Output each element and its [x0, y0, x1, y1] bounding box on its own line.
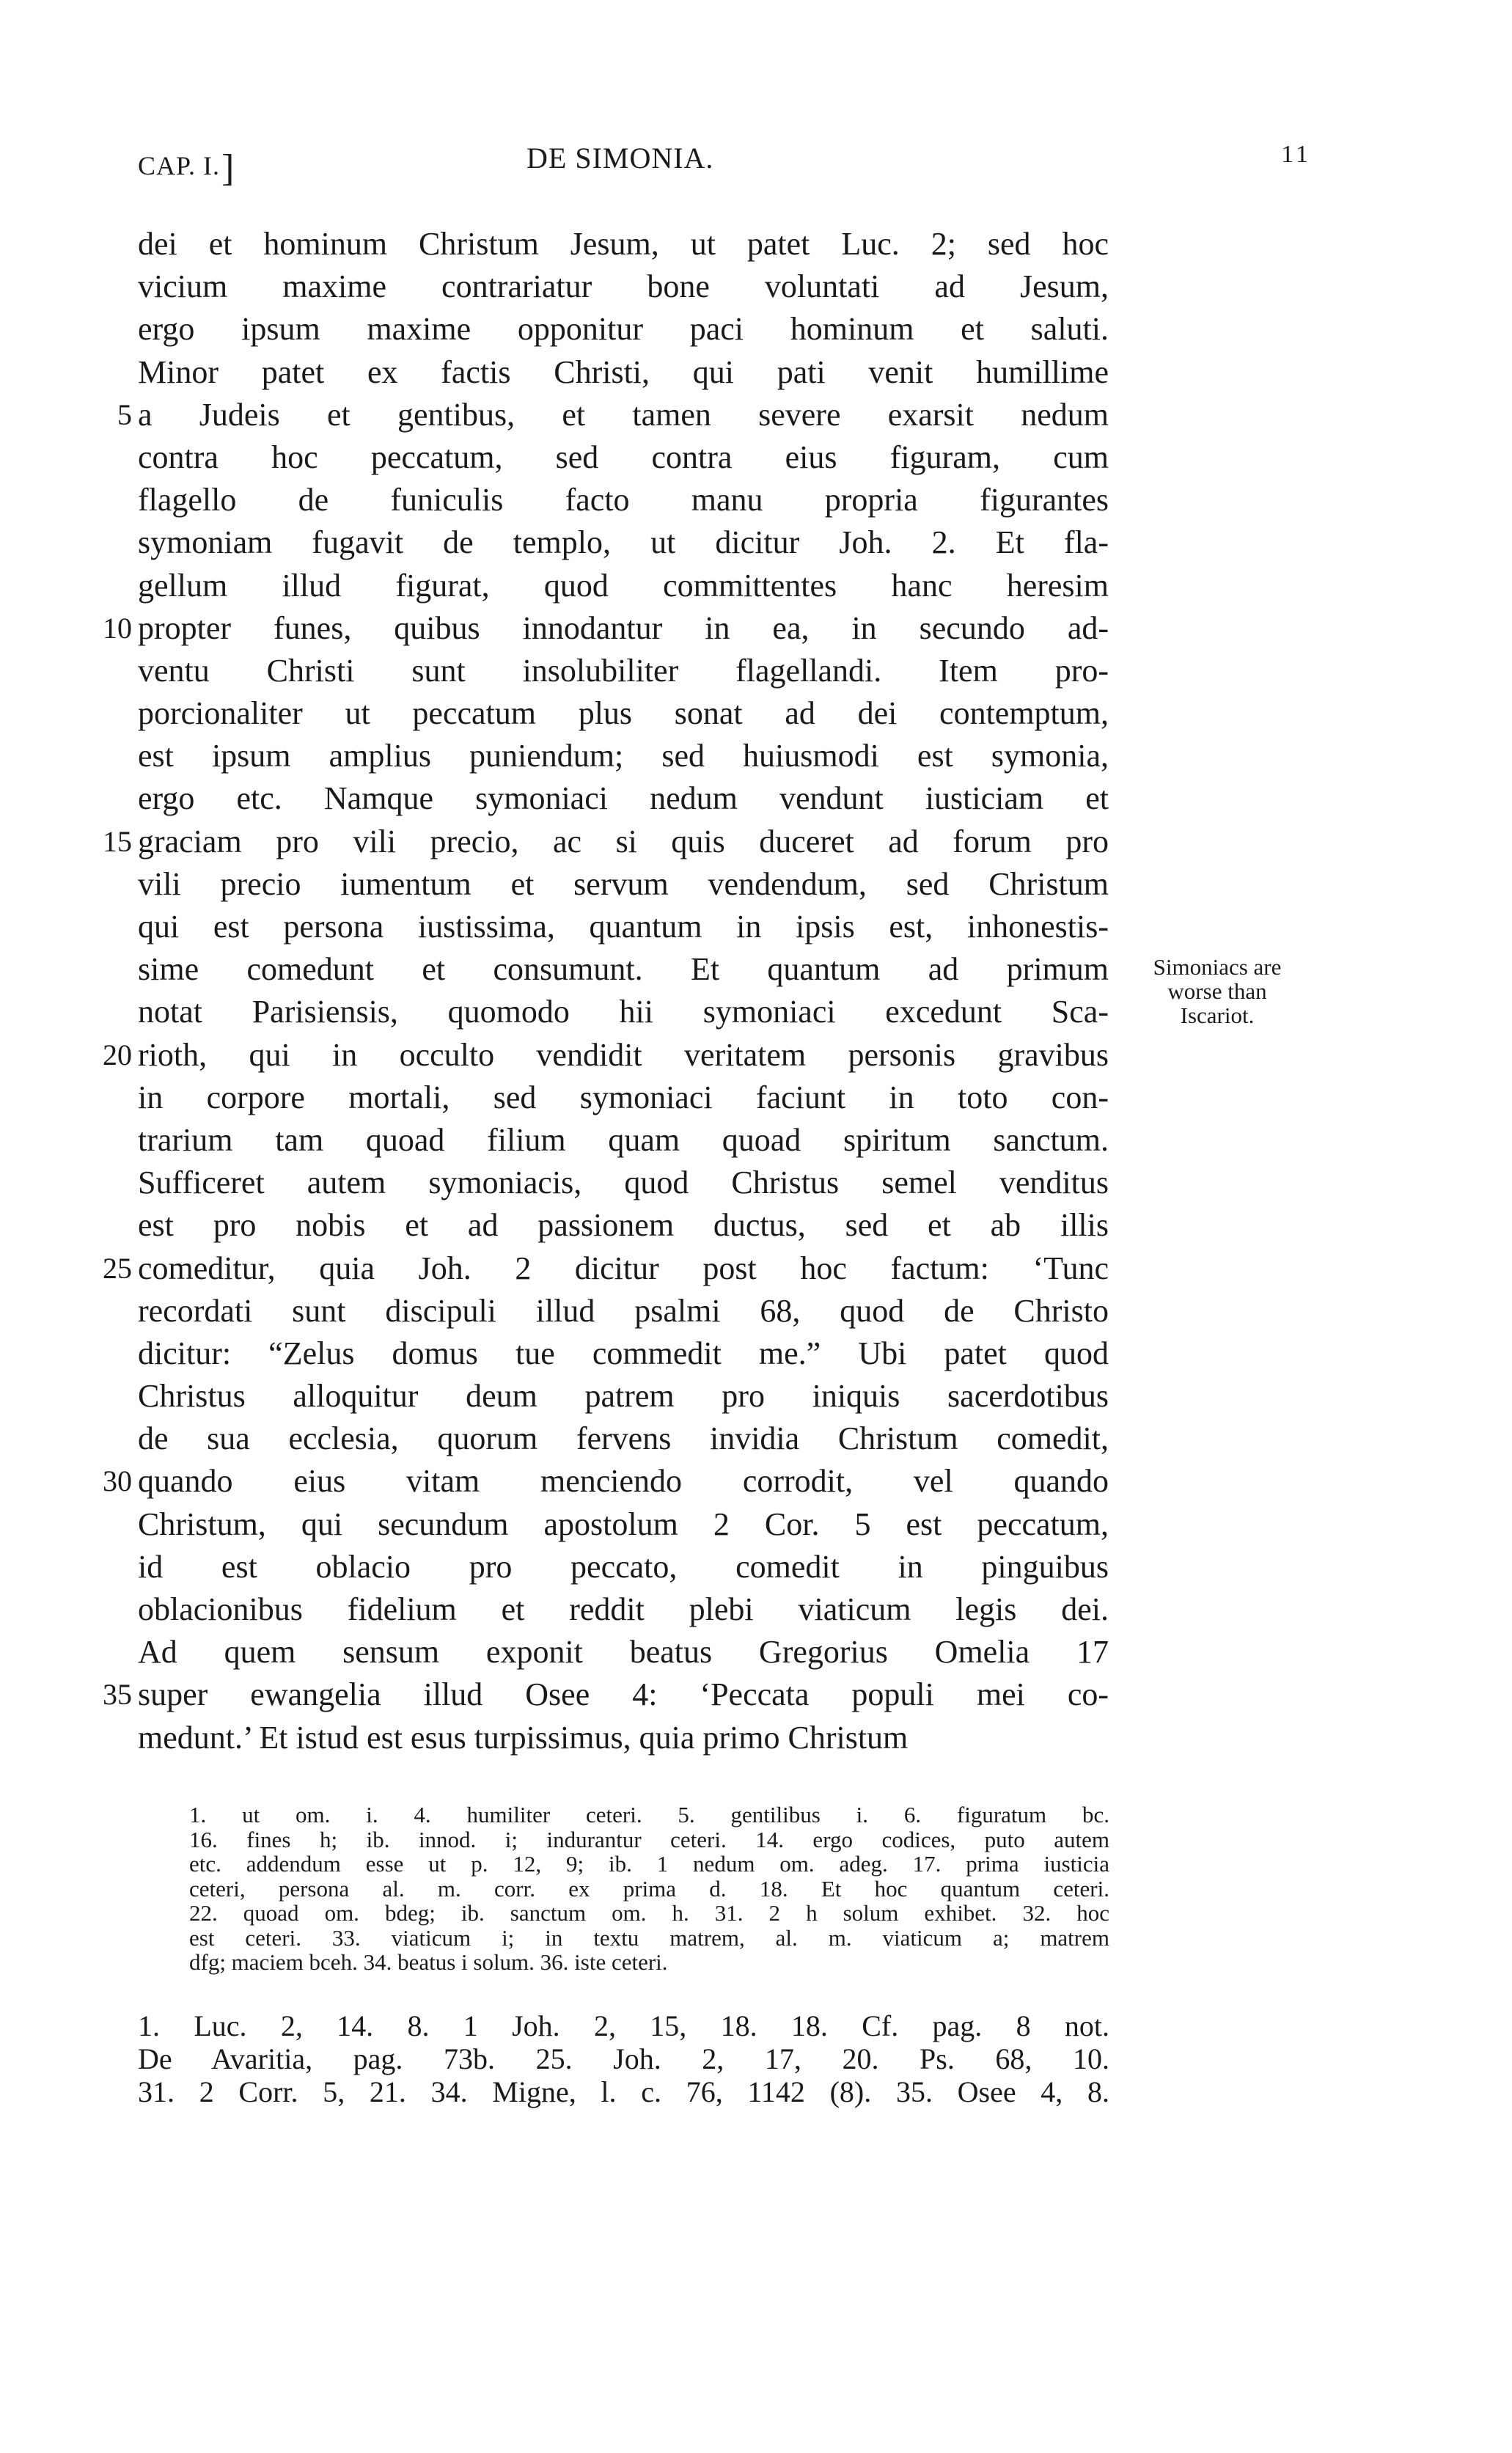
- source-note-line: De Avaritia, pag. 73b. 25. Joh. 2, 17, 20. Ps. 68, 10.: [138, 2042, 1109, 2075]
- line-text: est ipsum amplius puniendum; sed huiusmodi est symonia,: [138, 738, 1109, 774]
- line-text: Minor patet ex factis Christi, qui pati venit humillime: [138, 353, 1109, 390]
- line-text: contra hoc peccatum, sed contra eius figuram, cum: [138, 439, 1109, 475]
- line-number: 25: [103, 1251, 132, 1285]
- line-text: graciam pro vili precio, ac si quis duceret ad forum pro: [138, 823, 1109, 859]
- variant-note-line: est ceteri. 33. viaticum i; in textu matrem, al. m. viaticum a; matrem: [189, 1924, 1109, 1951]
- text-line: [0, 1204, 1512, 1247]
- line-text: comeditur, quia Joh. 2 dicitur post hoc factum: ‘Tunc: [138, 1250, 1109, 1286]
- line-number: 30: [103, 1464, 132, 1498]
- line-number: 10: [103, 611, 132, 645]
- line-text: super ewangelia illud Osee 4: ‘Peccata populi mei co-: [138, 1676, 1109, 1713]
- chapter-text: CAP. I.: [138, 151, 221, 180]
- text-line: [0, 1673, 1512, 1716]
- text-line: [0, 777, 1512, 820]
- text-line: [0, 906, 1512, 948]
- text-line: [0, 1588, 1512, 1631]
- page-number: 11: [1281, 141, 1311, 168]
- variant-note-line: dfg; maciem bceh. 34. beatus i solum. 36. iste ceteri.: [189, 1949, 668, 1975]
- line-text: vili precio iumentum et servum vendendum, sed Christum: [138, 865, 1109, 902]
- text-line: [0, 1631, 1512, 1673]
- text-line: [0, 1503, 1512, 1546]
- line-text: trarium tam quoad filium quam quoad spiritum sanctum.: [138, 1121, 1109, 1158]
- text-line: [0, 1290, 1512, 1332]
- line-number: 20: [103, 1038, 132, 1071]
- text-line: [0, 265, 1512, 308]
- text-line: [0, 1332, 1512, 1375]
- text-line: [0, 1077, 1512, 1119]
- text-line: [0, 692, 1512, 735]
- line-text: porcionaliter ut peccatum plus sonat ad dei contemptum,: [138, 695, 1109, 732]
- line-text: symoniam fugavit de templo, ut dicitur Joh. 2. Et fla-: [138, 524, 1109, 561]
- line-text: ventu Christi sunt insolubiliter flagellandi. Item pro-: [138, 652, 1109, 689]
- text-line: [0, 1375, 1512, 1418]
- line-text: quando eius vitam menciendo corrodit, vel quando: [138, 1463, 1109, 1500]
- line-text: in corpore mortali, sed symoniaci faciunt in toto con-: [138, 1079, 1109, 1115]
- line-text: sime comedunt et consumunt. Et quantum ad primum: [138, 951, 1109, 988]
- chapter-bracket: ]: [221, 147, 235, 189]
- text-line: [0, 436, 1512, 479]
- text-line: [0, 308, 1512, 351]
- line-text: qui est persona iustissima, quantum in ipsis est, inhonestis-: [138, 909, 1109, 945]
- line-text: gellum illud figurat, quod committentes hanc heresim: [138, 567, 1109, 604]
- margin-note-line: Simoniacs are: [1153, 954, 1282, 980]
- source-apparatus: [138, 2009, 1109, 2108]
- line-number: 35: [103, 1678, 132, 1712]
- text-line: [0, 1162, 1512, 1204]
- line-text: id est oblacio pro peccato, comedit in pinguibus: [138, 1548, 1109, 1585]
- line-text: est pro nobis et ad passionem ductus, sed et ab illis: [138, 1207, 1109, 1244]
- margin-note-line: worse than: [1167, 978, 1267, 1004]
- source-note-line: 31. 2 Corr. 5, 21. 34. Migne, l. c. 76, 1142 (8). 35. Osee 4, 8.: [138, 2075, 1109, 2108]
- line-text: rioth, qui in occulto vendidit veritatem personis gravibus: [138, 1036, 1109, 1073]
- line-text: ergo etc. Namque symoniaci nedum vendunt iusticiam et: [138, 780, 1109, 817]
- text-line: [0, 1717, 1512, 1759]
- text-line: [0, 1247, 1512, 1290]
- line-text: dicitur: “Zelus domus tue commedit me.” Ubi patet quod: [138, 1335, 1109, 1371]
- text-line: [0, 1460, 1512, 1503]
- text-line: [0, 394, 1512, 436]
- line-number: 15: [103, 824, 132, 858]
- line-text: a Judeis et gentibus, et tamen severe exarsit nedum: [138, 396, 1109, 433]
- chapter-label: [138, 141, 235, 189]
- variant-note-line: 16. fines h; ib. innod. i; indurantur ceteri. 14. ergo codices, puto autem: [189, 1826, 1109, 1852]
- text-line: [0, 521, 1512, 564]
- variant-note-line: ceteri, persona al. m. corr. ex prima d. 18. Et hoc quantum ceteri.: [189, 1875, 1109, 1902]
- line-text: ergo ipsum maxime opponitur paci hominum et saluti.: [138, 311, 1109, 348]
- line-text: de sua ecclesia, quorum fervens invidia Christum comedit,: [138, 1420, 1109, 1457]
- text-line: [0, 607, 1512, 650]
- line-text: recordati sunt discipuli illud psalmi 68, quod de Christo: [138, 1292, 1109, 1329]
- line-text: Christum, qui secundum apostolum 2 Cor. 5 est peccatum,: [138, 1506, 1109, 1542]
- text-line: [0, 1418, 1512, 1460]
- variant-note-line: etc. addendum esse ut p. 12, 9; ib. 1 nedum om. adeg. 17. prima iusticia: [189, 1851, 1109, 1877]
- text-line: [0, 863, 1512, 906]
- line-text: notat Parisiensis, quomodo hii symoniaci excedunt Sca-: [138, 994, 1109, 1030]
- line-text: Ad quem sensum exponit beatus Gregorius Omelia 17: [138, 1634, 1109, 1671]
- line-text: propter funes, quibus innodantur in ea, in secundo ad-: [138, 609, 1109, 646]
- variant-apparatus: [189, 1803, 1109, 1975]
- line-text: flagello de funiculis facto manu propria figurantes: [138, 482, 1109, 518]
- line-text: dei et hominum Christum Jesum, ut patet Luc. 2; sed hoc: [138, 226, 1109, 262]
- source-note-line: 1. Luc. 2, 14. 8. 1 Joh. 2, 15, 18. 18. Cf. pag. 8 not.: [138, 2009, 1109, 2042]
- text-line: [0, 1034, 1512, 1077]
- running-title: DE SIMONIA.: [526, 142, 714, 175]
- text-line: [0, 351, 1512, 394]
- text-line: [0, 735, 1512, 777]
- margin-note: [1122, 955, 1313, 1027]
- text-line: [0, 650, 1512, 692]
- text-line: [0, 479, 1512, 521]
- line-text: Christus alloquitur deum patrem pro iniquis sacerdotibus: [138, 1378, 1109, 1415]
- variant-note-line: 1. ut om. i. 4. humiliter ceteri. 5. gentilibus i. 6. figuratum bc.: [189, 1802, 1109, 1827]
- text-line: [0, 1546, 1512, 1588]
- text-line: [0, 1119, 1512, 1162]
- line-text: Sufficeret autem symoniacis, quod Christus semel venditus: [138, 1165, 1109, 1201]
- variant-note-line: 22. quoad om. bdeg; ib. sanctum om. h. 31. 2 h solum exhibet. 32. hoc: [189, 1900, 1109, 1926]
- line-text: medunt.’ Et istud est esus turpissimus, quia primo Christum: [138, 1719, 909, 1756]
- line-number: 5: [117, 397, 132, 431]
- line-text: vicium maxime contrariatur bone voluntati ad Jesum,: [138, 268, 1109, 305]
- text-line: [0, 821, 1512, 863]
- text-line: [0, 565, 1512, 607]
- line-text: oblacionibus fidelium et reddit plebi viaticum legis dei.: [138, 1591, 1109, 1627]
- margin-note-line: Iscariot.: [1180, 1002, 1255, 1028]
- text-line: [0, 223, 1512, 265]
- running-header: [138, 141, 1311, 189]
